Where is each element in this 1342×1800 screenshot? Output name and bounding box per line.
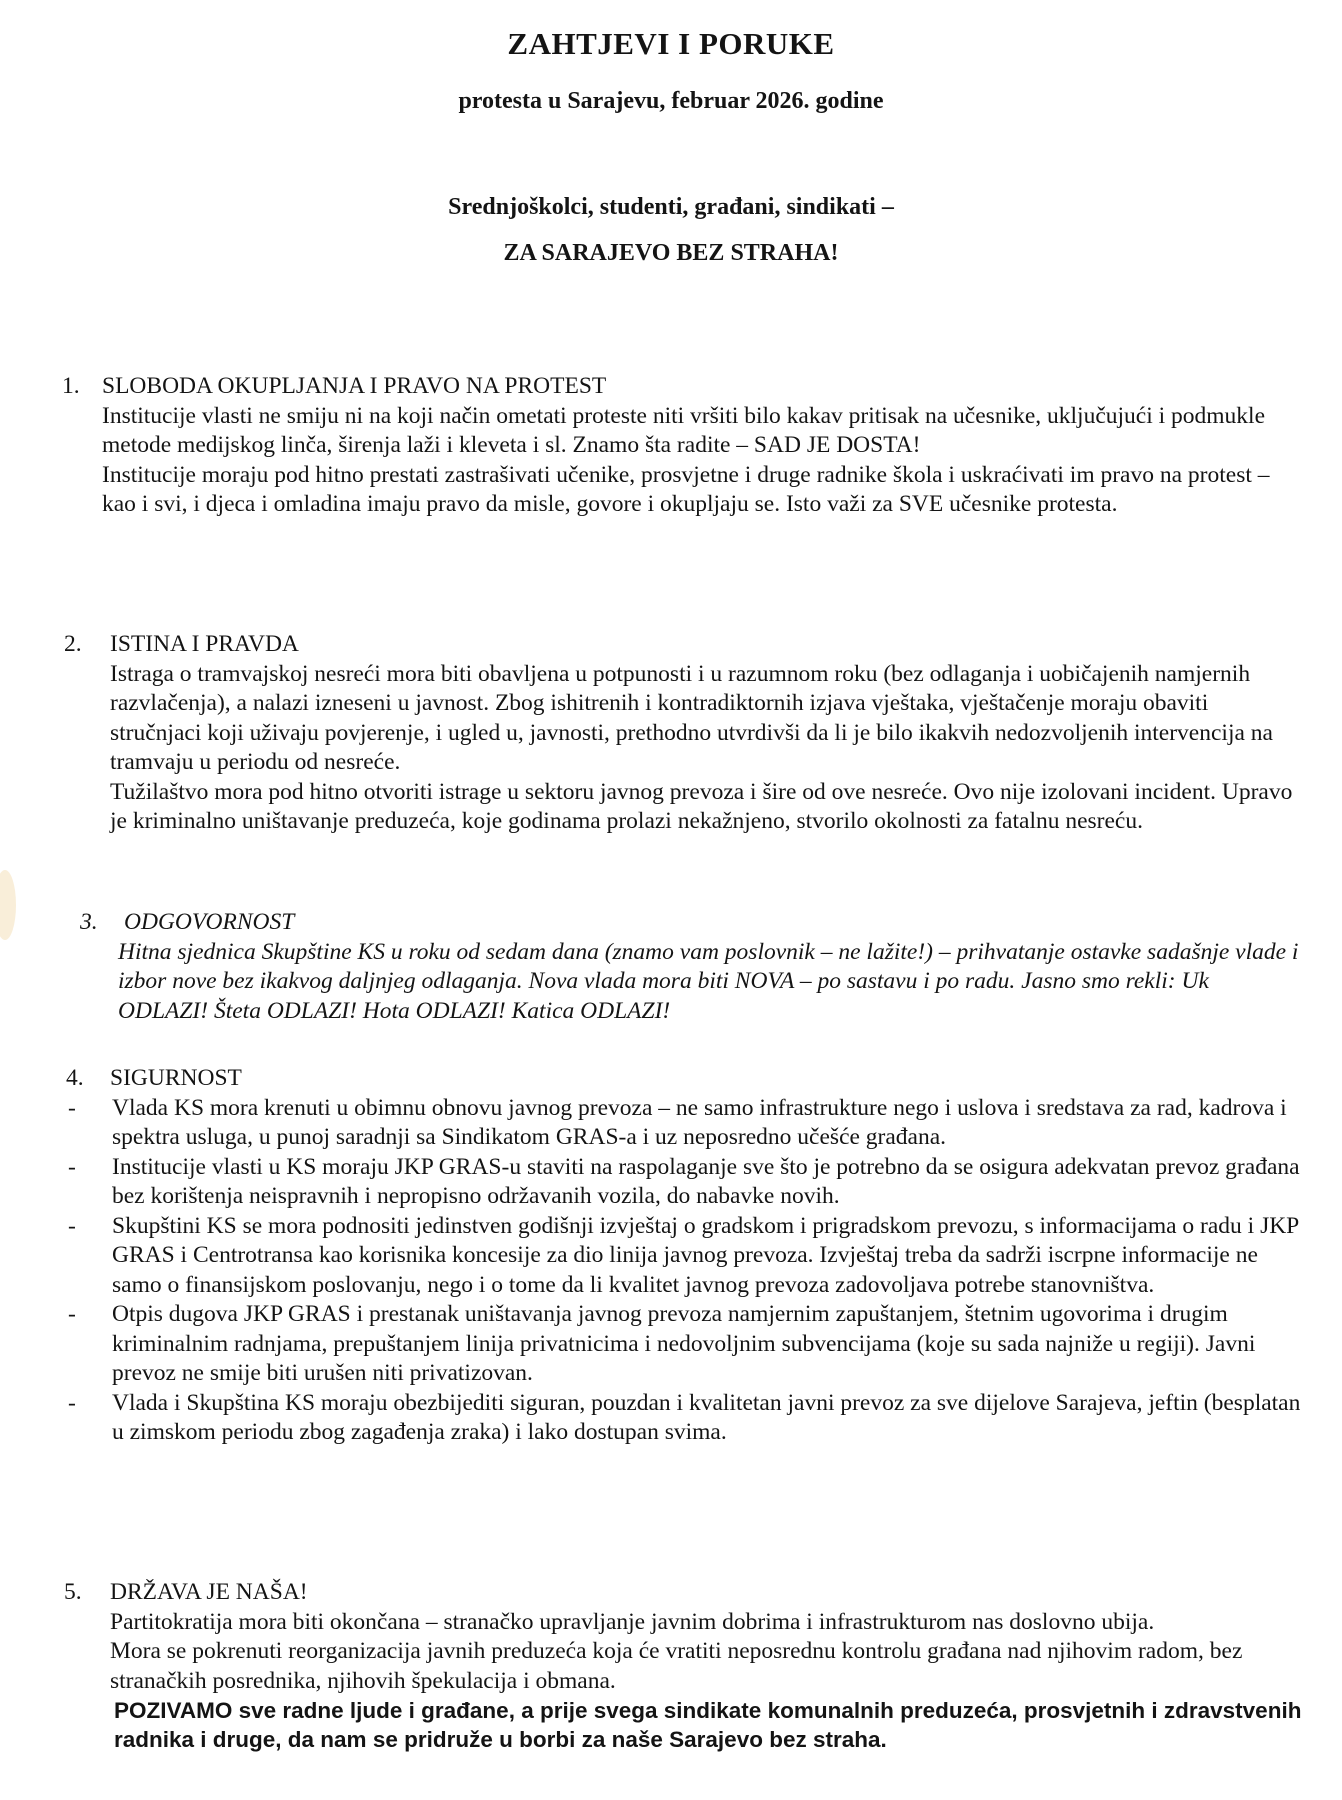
section-paragraph: Tužilaštvo mora pod hitno otvoriti istrage u sektoru javnog prevoza i šire od ove nesreće. Ovo nije izolovani incident. Upravo je kriminalno uništavanje preduzeća, koje godinama prolazi nekažnjeno, stvorilo okolnosti za fatalnu nesreću. xyxy=(110,778,1293,834)
section-paragraph: Institucije moraju pod hitno prestati zastrašivati učenike, prosvjetne i druge radnike škola i uskraćivati im pravo na protest – kao i svi, i djeca i omladina imaju pravo da misle, govore i okupljaju se. Isto važi za SVE učesnike protesta. xyxy=(102,461,1270,517)
section-title: ISTINA I PRAVDA xyxy=(110,631,299,657)
section-number: 4. xyxy=(66,1065,84,1091)
list-item-text: Otpis dugova JKP GRAS i prestanak uništavanja javnog prevoza namjernim zapuštanjem, štetnim ugovorima i drugim kriminalnim radnjama, prepuštanjem linija privatnicima i nedovoljnim subvencijama (koje su sada najniže u regiji). Javni prevoz ne smije biti urušen niti privatizovan. xyxy=(112,1301,1256,1386)
section-1 xyxy=(62,372,1292,520)
list-item-text: Vlada i Skupština KS moraju obezbijediti siguran, pouzdan i kvalitetan javni prevoz za sve dijelove Sarajeva, jeftin (besplatan u zimskom periodu zbog zagađenja zraka) i lako dostupan svima. xyxy=(112,1389,1301,1445)
section-number: 5. xyxy=(64,1579,82,1605)
section-5 xyxy=(64,1578,1304,1754)
section-heading xyxy=(80,908,1300,938)
list-item xyxy=(66,1094,1302,1153)
section-title: SIGURNOST xyxy=(110,1065,242,1091)
section-paragraph: Hitna sjednica Skupštine KS u roku od sedam dana (znamo vam poslovnik – ne lažite!) – prihvatanje ostavke sadašnje vlade i izbor nove bez ikakvog daljnjeg odlaganja. Nova vlada mora biti NOVA – po sastavu i po radu. Jasno smo rekli: Uk ODLAZI! Šteta ODLAZI! Hota ODLAZI! Katica ODLAZI! xyxy=(118,938,1299,1024)
section-paragraph: Institucije vlasti ne smiju ni na koji način ometati proteste niti vršiti bilo kakav pritisak na učesnike, uključujući i podmukle metode medijskog linča, širenja laži i kleveta i sl. Znamo šta radite – SAD JE DOSTA! xyxy=(102,402,1266,458)
section-title: DRŽAVA JE NAŠA! xyxy=(110,1579,308,1605)
list-bullet: - xyxy=(68,1153,76,1180)
call-to-action-text: sve radne ljude i građane, a prije svega sindikate komunalnih preduzeća, prosvjetnih i zdravstvenih radnika i druge, da nam se pridruže u borbi za naše Sarajevo bez straha. xyxy=(114,1698,1302,1752)
demands-list xyxy=(66,1094,1302,1448)
list-item xyxy=(66,1300,1302,1389)
section-4 xyxy=(66,1064,1302,1448)
tagline-line-2: ZA SARAJEVO BEZ STRAHA! xyxy=(503,240,839,266)
section-heading xyxy=(64,630,1294,660)
tagline-line-1: Srednjoškolci, studenti, građani, sindikati – xyxy=(448,194,894,220)
call-to-action xyxy=(64,1696,1304,1754)
list-bullet: - xyxy=(68,1389,76,1416)
paper-stain xyxy=(0,870,16,940)
section-title: SLOBODA OKUPLJANJA I PRAVO NA PROTEST xyxy=(102,373,607,399)
section-3 xyxy=(80,908,1300,1026)
section-paragraph: Partitokratija mora biti okončana – stranačko upravljanje javnim dobrima i infrastrukturom nas doslovno ubija. xyxy=(110,1608,1155,1635)
document-subtitle: protesta u Sarajevu, februar 2026. godine xyxy=(458,88,884,114)
list-item-text: Institucije vlasti u KS moraju JKP GRAS-u staviti na raspolaganje sve što je potrebno da se osigura adekvatan prevoz građana bez korištenja neispravnih i nepropisno održavanih vozila, do nabavke novih. xyxy=(112,1153,1300,1209)
list-bullet: - xyxy=(68,1094,76,1121)
list-item-text: Vlada KS mora krenuti u obimnu obnovu javnog prevoza – ne samo infrastrukture nego i uslova i sredstava za rad, kadrova i spektra usluga, u punoj saradnji sa Sindikatom GRAS-a i uz neposredno učešće građana. xyxy=(112,1094,1287,1150)
call-to-action-lead: POZIVAMO xyxy=(114,1698,233,1723)
section-heading xyxy=(66,1064,1302,1094)
section-number: 3. xyxy=(80,909,98,935)
section-number: 1. xyxy=(62,373,80,399)
section-number: 2. xyxy=(64,631,82,657)
list-item xyxy=(66,1212,1302,1301)
section-paragraph: Istraga o tramvajskoj nesreći mora biti obavljena u potpunosti i u razumnom roku (bez odlaganja i uobičajenih namjernih razvlačenja), a nalazi izneseni u javnost. Zbog ishitrenih i kontradiktornih izjava vještaka, vještačenje moraju obaviti stručnjaci koji uživaju povjerenje, i ugled u, javnosti, prethodno utvrdivši da li je bilo ikakvih nedozvoljenih intervencija na tramvaju u periodu od nesreće. xyxy=(110,660,1273,775)
list-item xyxy=(66,1153,1302,1212)
section-heading xyxy=(64,1578,1304,1608)
section-heading xyxy=(62,372,1292,402)
section-title: ODGOVORNOST xyxy=(124,909,295,935)
list-item xyxy=(66,1389,1302,1448)
list-item-text: Skupštini KS se mora podnositi jedinstven godišnji izvještaj o gradskom i prigradskom prevozu, s informacijama o radu i JKP GRAS i Centrotransa kao korisnika koncesije za dio linija javnog prevoza. Izvještaj treba da sadrži iscrpne informacije ne samo o finansijskom poslovanju, nego i o tome da li kvalitet javnog prevoza zadovoljava potrebe stanovništva. xyxy=(112,1212,1299,1298)
section-2 xyxy=(64,630,1294,837)
section-paragraph: Mora se pokrenuti reorganizacija javnih preduzeća koja će vratiti neposrednu kontrolu građana nad njihovim radom, bez stranačkih posrednika, njihovih špekulacija i obmana. xyxy=(110,1638,1243,1694)
document-title: ZAHTJEVI I PORUKE xyxy=(507,26,835,61)
list-bullet: - xyxy=(68,1301,76,1327)
list-bullet: - xyxy=(68,1212,76,1239)
